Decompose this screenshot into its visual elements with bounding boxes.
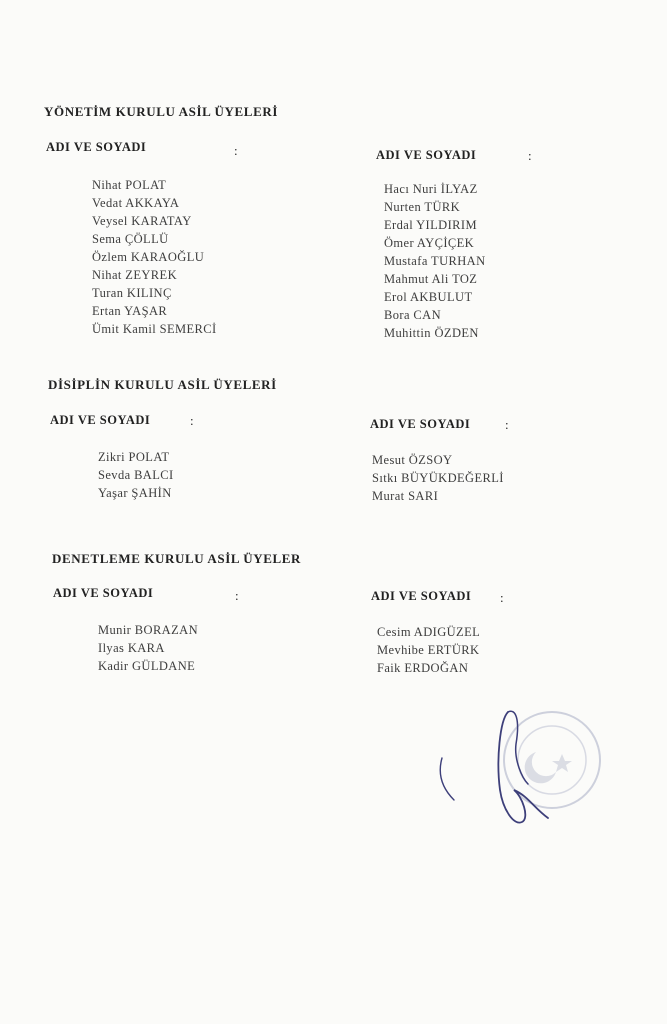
member-name: Munir BORAZAN [98,623,198,637]
member-name: Murat SARI [372,489,439,503]
right-column-colon: : [528,148,532,163]
member-name: Zikri POLAT [98,450,170,464]
right-column-colon: : [505,417,509,432]
section-title-denetleme: DENETLEME KURULU ASİL ÜYELER [52,551,302,566]
left-column-header: ADI VE SOYADI [50,413,151,427]
member-name: Kadir GÜLDANE [98,659,196,673]
member-name: Nihat ZEYREK [92,268,177,282]
denetleme-right-names [377,623,480,677]
section-title-disiplin: DİSİPLİN KURULU ASİL ÜYELERİ [48,377,277,392]
member-name: Ilyas KARA [98,641,165,655]
member-name: Mahmut Ali TOZ [384,272,478,286]
member-name: Nurten TÜRK [384,200,461,214]
denetleme-left-names [98,621,198,675]
member-name: Veysel KARATAY [92,214,192,228]
member-name: Erol AKBULUT [384,290,473,304]
member-name: Cesim ADIGÜZEL [377,625,481,639]
member-name: Hacı Nuri İLYAZ [384,182,478,196]
disiplin-right-names [372,451,504,505]
left-column-colon: : [234,143,238,158]
right-column-header: ADI VE SOYADI [370,417,471,431]
member-name: Nihat POLAT [92,178,167,192]
left-column-colon: : [190,413,194,428]
left-column-header: ADI VE SOYADI [53,586,154,600]
member-name: Vedat AKKAYA [92,196,180,210]
member-name: Mevhibe ERTÜRK [377,643,480,657]
member-name: Erdal YILDIRIM [384,218,477,232]
right-column-header: ADI VE SOYADI [371,589,472,603]
member-name: Mesut ÖZSOY [372,453,453,467]
member-name: Ömer AYÇİÇEK [384,236,475,250]
disiplin-left-names [98,448,174,502]
member-name: Faik ERDOĞAN [377,661,469,675]
member-name: Yaşar ŞAHİN [98,486,172,500]
member-name: Muhittin ÖZDEN [384,326,479,340]
member-name: Turan KILINÇ [92,286,172,300]
signature-icon [430,700,570,830]
right-column-header: ADI VE SOYADI [376,148,477,162]
left-column-colon: : [235,588,239,603]
yonetim-right-names [384,180,486,342]
member-name: Sıtkı BÜYÜKDEĞERLİ [372,471,504,485]
member-name: Mustafa TURHAN [384,254,486,268]
member-name: Sevda BALCI [98,468,174,482]
right-column-colon: : [500,590,504,605]
member-name: Ümit Kamil SEMERCİ [92,322,217,336]
member-name: Sema ÇÖLLÜ [92,232,169,246]
member-name: Özlem KARAOĞLU [92,250,205,264]
member-name: Ertan YAŞAR [92,304,168,318]
section-title-yonetim: YÖNETİM KURULU ASİL ÜYELERİ [44,104,278,119]
member-name: Bora CAN [384,308,442,322]
yonetim-left-names [92,176,217,338]
left-column-header: ADI VE SOYADI [46,140,147,154]
